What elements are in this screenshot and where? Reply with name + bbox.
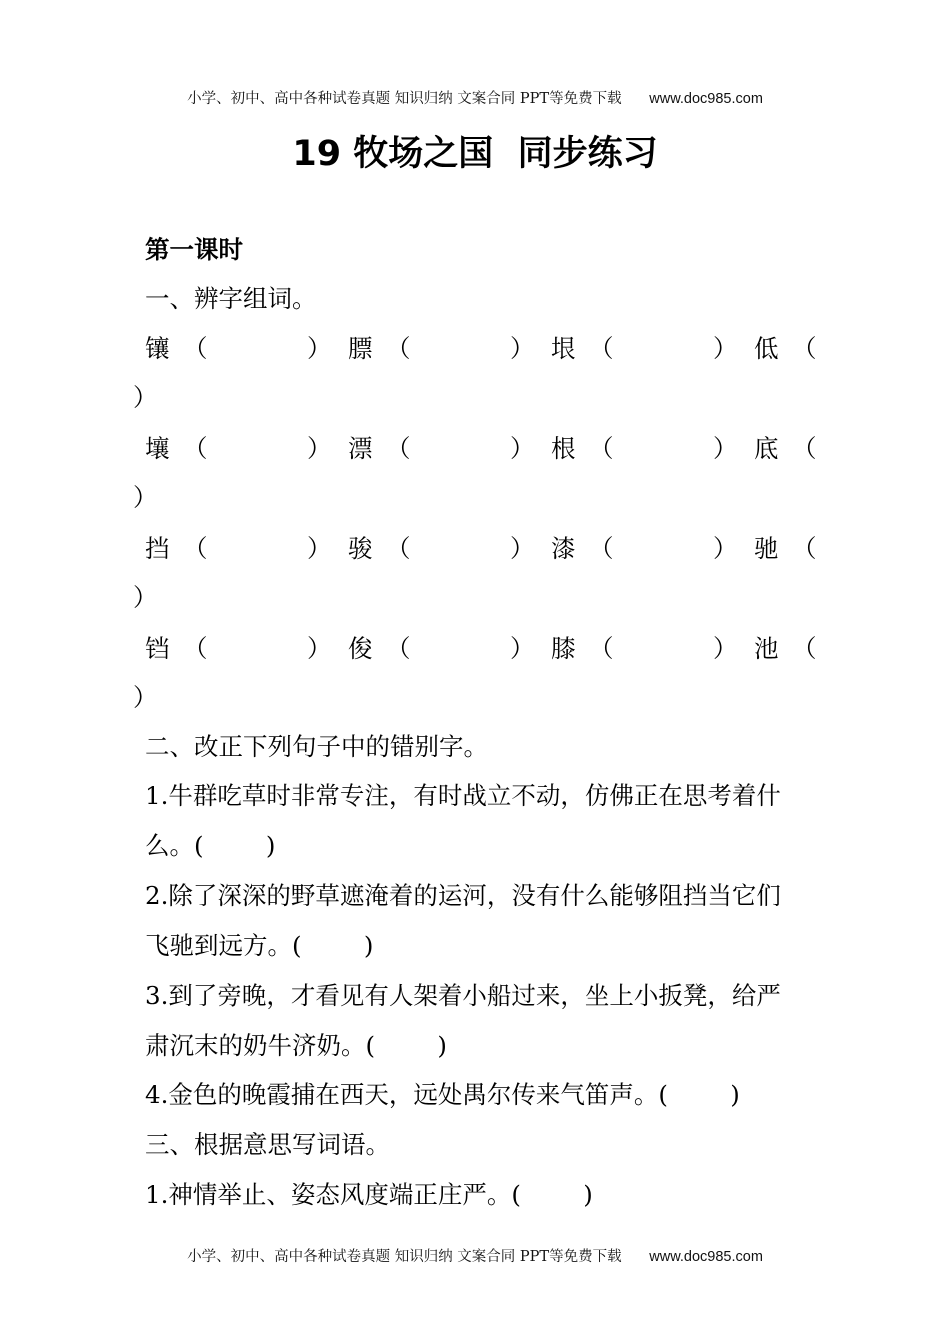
word-char: 骏 <box>348 534 373 563</box>
open-paren: （ <box>792 634 817 663</box>
word-char: 底 <box>754 434 779 463</box>
answer-blank-close: ） <box>307 634 332 663</box>
section2-heading: 二、改正下列句子中的错别字。 <box>145 732 488 761</box>
section2-line: 2.除了深深的野草遮淹着的运河，没有什么能够阻挡当它们 <box>145 881 781 910</box>
word-char: 垠 <box>551 334 576 363</box>
word-char: 挡 <box>145 534 170 563</box>
word-char: 根 <box>551 434 576 463</box>
answer-blank-close: ） <box>307 334 332 363</box>
open-paren: （ <box>589 334 614 363</box>
open-paren: （ <box>589 434 614 463</box>
section2-line: 飞驰到远方。( ) <box>145 931 374 960</box>
open-paren: （ <box>183 534 208 563</box>
page-header <box>0 87 950 108</box>
word-char: 漂 <box>348 434 373 463</box>
answer-blank-close: ） <box>307 434 332 463</box>
open-paren: （ <box>792 434 817 463</box>
word-char: 俊 <box>348 634 373 663</box>
open-paren: （ <box>183 634 208 663</box>
header-url: www.doc985.com <box>649 91 763 107</box>
answer-blank-close: ） <box>510 634 535 663</box>
wrapped-close-paren: ） <box>133 483 158 512</box>
word-char: 膝 <box>551 634 576 663</box>
word-char: 驰 <box>754 534 779 563</box>
word-char: 镶 <box>145 334 170 363</box>
section3-heading: 三、根据意思写词语。 <box>145 1130 390 1159</box>
page-footer <box>0 1245 950 1266</box>
open-paren: （ <box>589 634 614 663</box>
open-paren: （ <box>183 334 208 363</box>
word-char: 铛 <box>145 634 170 663</box>
answer-blank-close: ） <box>510 434 535 463</box>
footer-url: www.doc985.com <box>649 1249 763 1265</box>
wrapped-close-paren: ） <box>133 383 158 412</box>
answer-blank-close: ） <box>510 534 535 563</box>
word-char: 膘 <box>348 334 373 363</box>
page-title: 19 牧场之国 同步练习 <box>292 134 658 174</box>
answer-blank-close: ） <box>510 334 535 363</box>
open-paren: （ <box>589 534 614 563</box>
answer-blank-close: ） <box>713 434 738 463</box>
section2-line: 3.到了旁晚，才看见有人架着小船过来，坐上小扳凳，给严 <box>145 981 781 1010</box>
section2-line: 4.金色的晚霞捕在西天，远处禺尔传来气笛声。( ) <box>145 1080 740 1109</box>
answer-blank-close: ） <box>713 534 738 563</box>
open-paren: （ <box>386 434 411 463</box>
answer-blank-close: ） <box>713 634 738 663</box>
wrapped-close-paren: ） <box>133 683 158 712</box>
open-paren: （ <box>183 434 208 463</box>
section2-line: 肃沉末的奶牛济奶。( ) <box>145 1031 447 1060</box>
section2-line: 么。( ) <box>145 831 276 860</box>
answer-blank-close: ） <box>307 534 332 563</box>
lesson-heading: 第一课时 <box>145 235 243 264</box>
answer-blank-close: ） <box>713 334 738 363</box>
open-paren: （ <box>386 334 411 363</box>
open-paren: （ <box>386 534 411 563</box>
section3-line: 1.神情举止、姿态风度端正庄严。( ) <box>145 1180 593 1209</box>
open-paren: （ <box>792 334 817 363</box>
section2-line: 1.牛群吃草时非常专注，有时战立不动，仿佛正在思考着什 <box>145 781 781 810</box>
word-char: 低 <box>754 334 779 363</box>
footer-text: 小学、初中、高中各种试卷真题 知识归纳 文案合同 PPT等免费下载 <box>187 1249 622 1265</box>
wrapped-close-paren: ） <box>133 583 158 612</box>
word-char: 池 <box>754 634 779 663</box>
header-text: 小学、初中、高中各种试卷真题 知识归纳 文案合同 PPT等免费下载 <box>187 91 622 107</box>
open-paren: （ <box>792 534 817 563</box>
section1-heading: 一、辨字组词。 <box>145 284 317 313</box>
open-paren: （ <box>386 634 411 663</box>
word-char: 壤 <box>145 434 170 463</box>
word-char: 漆 <box>551 534 576 563</box>
